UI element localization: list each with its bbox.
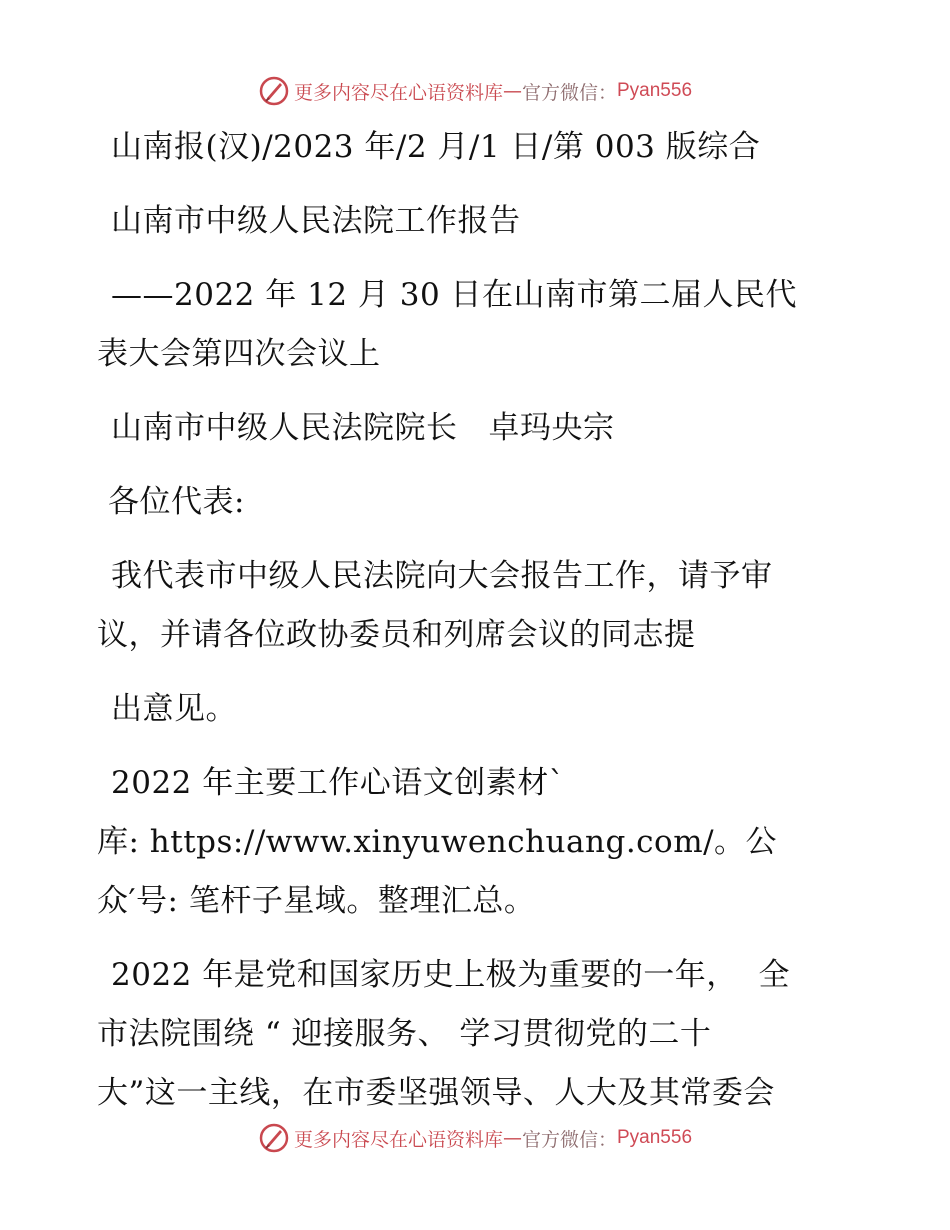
banner-main-text: 更多内容尽在心语资料库	[293, 1128, 503, 1151]
report-author: 山南市中级人民法院院长 卓玛央宗	[111, 410, 615, 446]
paragraph-2-line-3: 大”这一主线，在市委坚强领导、人大及其常委会	[97, 1075, 775, 1111]
section-heading-line-1: 2022 年主要工作心语文创素材`	[111, 765, 565, 801]
newspaper-source-line: 山南报(汉)/2023 年/2 月/1 日/第 003 版综合	[111, 129, 761, 165]
paragraph-2-line-2: 市法院围绕 “ 迎接服务、 学习贯彻党的二十	[97, 1016, 712, 1052]
quill-logo-icon	[258, 75, 290, 107]
section-heading-line-3: 众′号: 笔杆子星域。整理汇总。	[97, 883, 536, 919]
banner-wechat-label: 官方微信：	[521, 81, 617, 104]
footer-watermark-banner	[0, 1118, 950, 1158]
banner-dash: —	[502, 1127, 522, 1149]
salutation: 各位代表:	[108, 484, 245, 520]
paragraph-1-line-1: 我代表市中级人民法院向大会报告工作，请予审	[111, 558, 773, 594]
section-heading-line-2: 库: https://www.xinyuwenchuang.com/。公	[97, 824, 778, 860]
report-title: 山南市中级人民法院工作报告	[111, 203, 521, 239]
banner-wechat-id: Pyan556	[617, 80, 693, 101]
paragraph-2-line-1: 2022 年是党和国家历史上极为重要的一年， 全	[111, 957, 790, 993]
banner-wechat-label: 官方微信：	[521, 1128, 617, 1151]
quill-logo-icon	[258, 1122, 290, 1154]
header-watermark-banner	[0, 71, 950, 111]
paragraph-1-line-3: 出意见。	[111, 691, 237, 727]
banner-dash: —	[502, 80, 522, 102]
report-subtitle-line-2: 表大会第四次会议上	[97, 336, 381, 372]
banner-wechat-id: Pyan556	[617, 1127, 693, 1148]
paragraph-1-line-2: 议，并请各位政协委员和列席会议的同志提	[97, 617, 696, 653]
report-subtitle-line-1: ——2022 年 12 月 30 日在山南市第二届人民代	[111, 277, 798, 313]
banner-main-text: 更多内容尽在心语资料库	[293, 81, 503, 104]
